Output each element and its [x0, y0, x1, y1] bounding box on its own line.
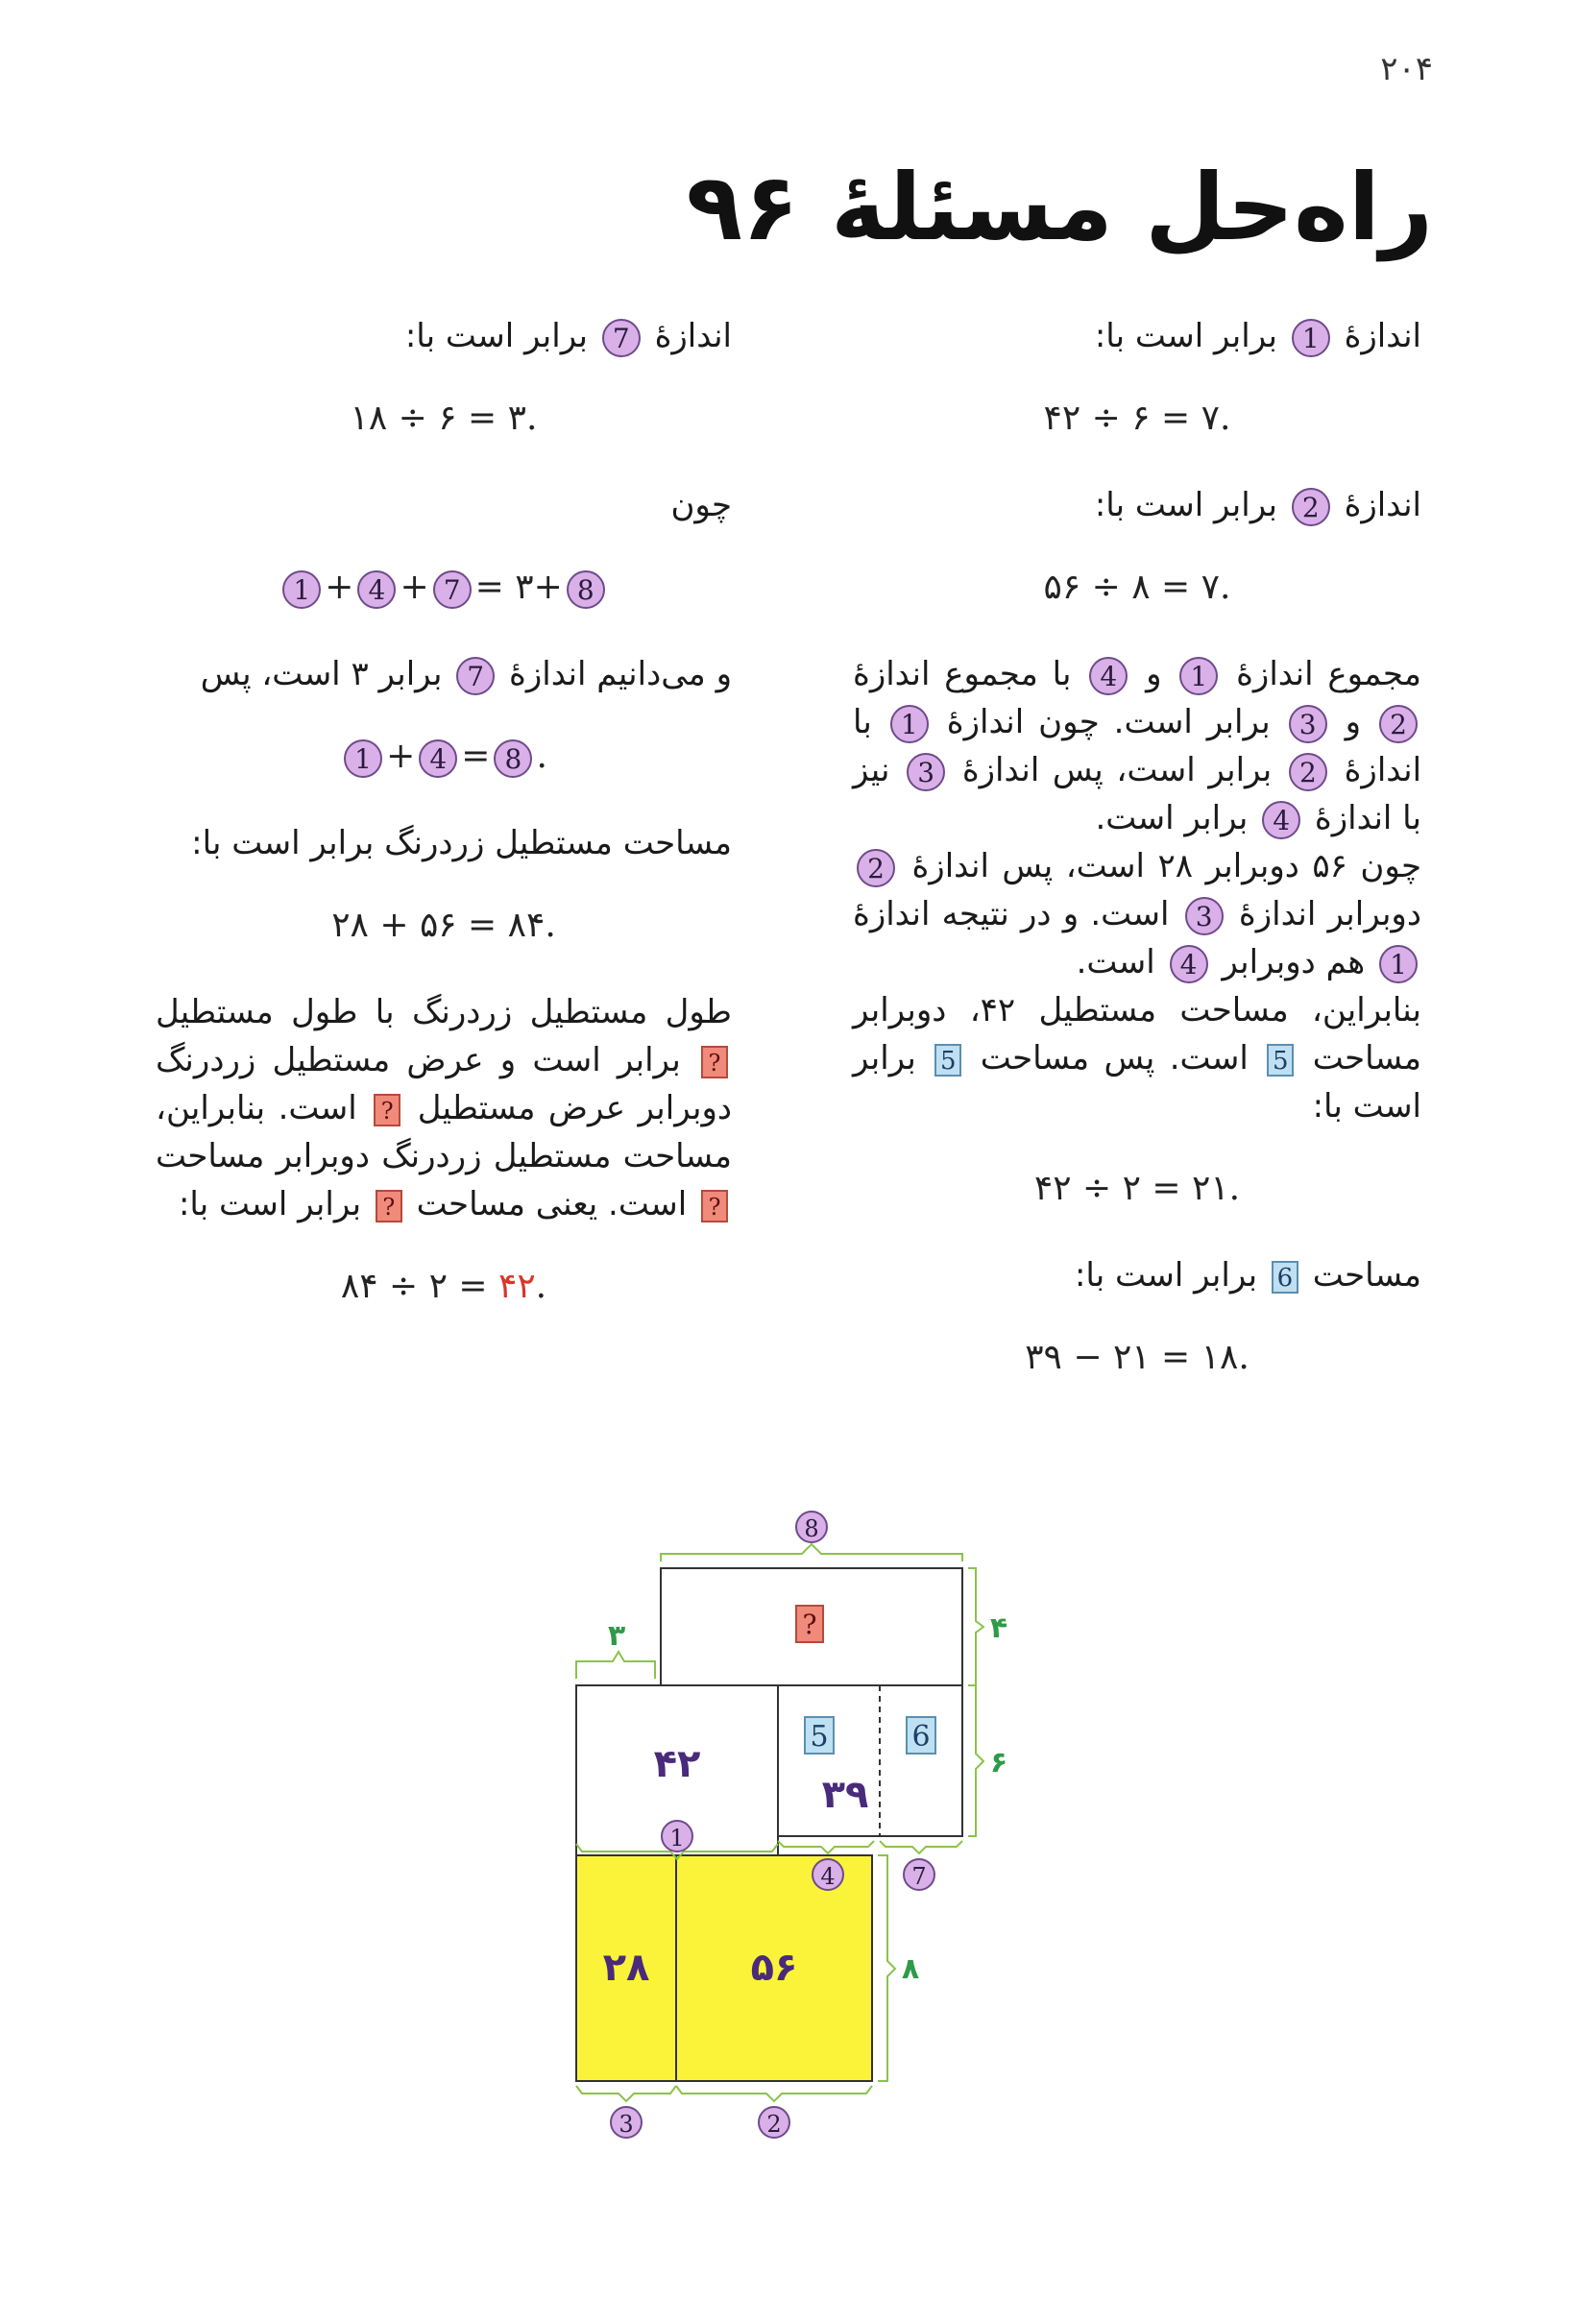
circle-marker-7: 7: [456, 657, 495, 695]
area-label-56: ۵۶: [750, 1946, 798, 1990]
lc-equation-3: 1 + 4 = 8 .: [156, 733, 732, 781]
lc-equation-2: 1 + 4 + 7 = ۳+ 8: [156, 564, 732, 612]
square-marker-5: 5: [934, 1044, 961, 1077]
circle-marker-4: 4: [419, 739, 457, 778]
square-marker-question: ?: [701, 1190, 728, 1223]
lc-equation-4: ۲۸ + ۵۶ = ۸۴.: [331, 906, 556, 945]
rc-paragraph-3: مجموع اندازهٔ 1 و 4 با مجموع اندازهٔ 2 و 3 برابر است. چون اندازهٔ 1 با اندازهٔ 2 برابر است، پس اندازهٔ 3 نیز با اندازهٔ 4 برابر است.: [853, 655, 1422, 837]
square-marker-6: 6: [1272, 1261, 1298, 1294]
circle-marker-8: 8: [494, 739, 532, 778]
brace-8-right: [878, 1855, 895, 2081]
rc-paragraph-1: اندازهٔ 1 برابر است با:: [1094, 317, 1421, 355]
circle-marker-3: 3: [907, 753, 945, 791]
area-label-39: ۳۹: [821, 1773, 869, 1817]
rc-paragraph-4: چون ۵۶ دوبرابر ۲۸ است، پس اندازهٔ 2 دوبرابر اندازهٔ 3 است. و در نتیجه اندازهٔ 1 هم دوبرابر 4 است.: [853, 847, 1421, 981]
circle-marker-4: 4: [357, 570, 396, 609]
side-label-4: ۴: [989, 1611, 1008, 1645]
brace-6: [968, 1685, 983, 1836]
lc-paragraph-4: مساحت مستطیل زردرنگ برابر است با:: [191, 824, 732, 862]
area-label-42: ۴۲: [653, 1742, 701, 1786]
brace-4-bottom: [778, 1841, 874, 1853]
rc-equation-4: ۳۹ − ۲۱ = ۱۸.: [1025, 1338, 1249, 1377]
diagram-circle-3-label: 3: [619, 2111, 634, 2138]
circle-marker-2: 2: [1292, 488, 1330, 526]
circle-marker-4: 4: [1170, 945, 1208, 983]
rc-equation-2: ۵۶ ÷ ۸ = ۷.: [1043, 568, 1231, 607]
brace-3-bottom: [576, 2086, 676, 2101]
circle-marker-1: 1: [282, 570, 321, 609]
circle-marker-7: 7: [602, 319, 641, 357]
square-marker-question: ?: [701, 1046, 728, 1078]
left-column: [156, 312, 732, 1349]
lc-equation-5: ۸۴ ÷ ۲ = ۴۲.: [340, 1267, 547, 1306]
circle-marker-1: 1: [1179, 657, 1218, 695]
side-label-3: ۳: [607, 1619, 626, 1653]
circle-marker-2: 2: [1379, 705, 1418, 743]
rect-39: [778, 1685, 962, 1836]
circle-marker-8: 8: [567, 570, 605, 609]
circle-marker-1: 1: [344, 739, 382, 778]
brace-8: [661, 1544, 962, 1561]
circle-marker-4: 4: [1262, 801, 1300, 839]
blue-box-5-label: 5: [810, 1720, 829, 1754]
lc-paragraph-1: اندازهٔ 7 برابر است با:: [404, 317, 732, 355]
diagram-circle-8-label: 8: [804, 1515, 819, 1542]
diagram-circle-2-label: 2: [766, 2111, 782, 2138]
lc-equation-1: ۱۸ ÷ ۶ = ۳.: [350, 399, 538, 438]
side-label-8: ۸: [901, 1952, 920, 1986]
circle-marker-3: 3: [1185, 897, 1224, 935]
circle-marker-7: 7: [433, 570, 472, 609]
brace-7: [880, 1841, 962, 1853]
lc-paragraph-5: طول مستطیل زردرنگ با طول مستطیل ? برابر است و عرض مستطیل زردرنگ دوبرابر عرض مستطیل ? است. بنابراین، مساحت مستطیل زردرنگ دوبرابر مساحت ? است. یعنی مساحت ? برابر است با:: [156, 993, 732, 1223]
diagram-circle-7-label: 7: [911, 1863, 927, 1890]
square-marker-question: ?: [376, 1190, 402, 1223]
blue-box-6-label: 6: [911, 1720, 931, 1754]
rc-paragraph-5: بنابراین، مساحت مستطیل ۴۲، دوبرابر مساحت 5 است. پس مساحت 5 برابر است با:: [853, 991, 1422, 1126]
lc-paragraph-2: چون: [670, 486, 732, 524]
rc-equation-3: ۴۲ ÷ ۲ = ۲۱.: [1033, 1169, 1241, 1208]
rc-paragraph-6: مساحت 6 برابر است با:: [1074, 1256, 1421, 1295]
square-marker-5: 5: [1267, 1044, 1294, 1077]
square-marker-question: ?: [374, 1094, 400, 1126]
circle-marker-3: 3: [1289, 705, 1327, 743]
page-number: ۲۰۴: [1380, 50, 1433, 88]
circle-marker-4: 4: [1089, 657, 1128, 695]
diagram-circle-4-label: 4: [820, 1863, 836, 1890]
brace-4: [968, 1568, 983, 1685]
page-title: راه‌حل مسئلهٔ ۹۶: [686, 154, 1433, 261]
diagram-circle-1-label: 1: [669, 1825, 685, 1852]
answer-value: ۴۲: [498, 1267, 536, 1306]
area-label-28: ۲۸: [602, 1946, 650, 1990]
rc-equation-1: ۴۲ ÷ ۶ = ۷.: [1043, 399, 1231, 438]
circle-marker-1: 1: [1292, 319, 1330, 357]
circle-marker-2: 2: [1289, 753, 1327, 791]
question-mark: ?: [802, 1609, 817, 1640]
circle-marker-2: 2: [857, 849, 895, 887]
brace-3: [576, 1652, 655, 1679]
right-column: [853, 312, 1421, 1420]
rectangle-diagram: [557, 1498, 1056, 2170]
circle-marker-1: 1: [1379, 945, 1418, 983]
brace-2-bottom: [676, 2086, 872, 2101]
rc-paragraph-2: اندازهٔ 2 برابر است با:: [1094, 486, 1421, 524]
circle-marker-1: 1: [890, 705, 929, 743]
side-label-6: ۶: [989, 1746, 1008, 1779]
lc-paragraph-3: و می‌دانیم اندازهٔ 7 برابر ۳ است، پس: [200, 655, 732, 693]
